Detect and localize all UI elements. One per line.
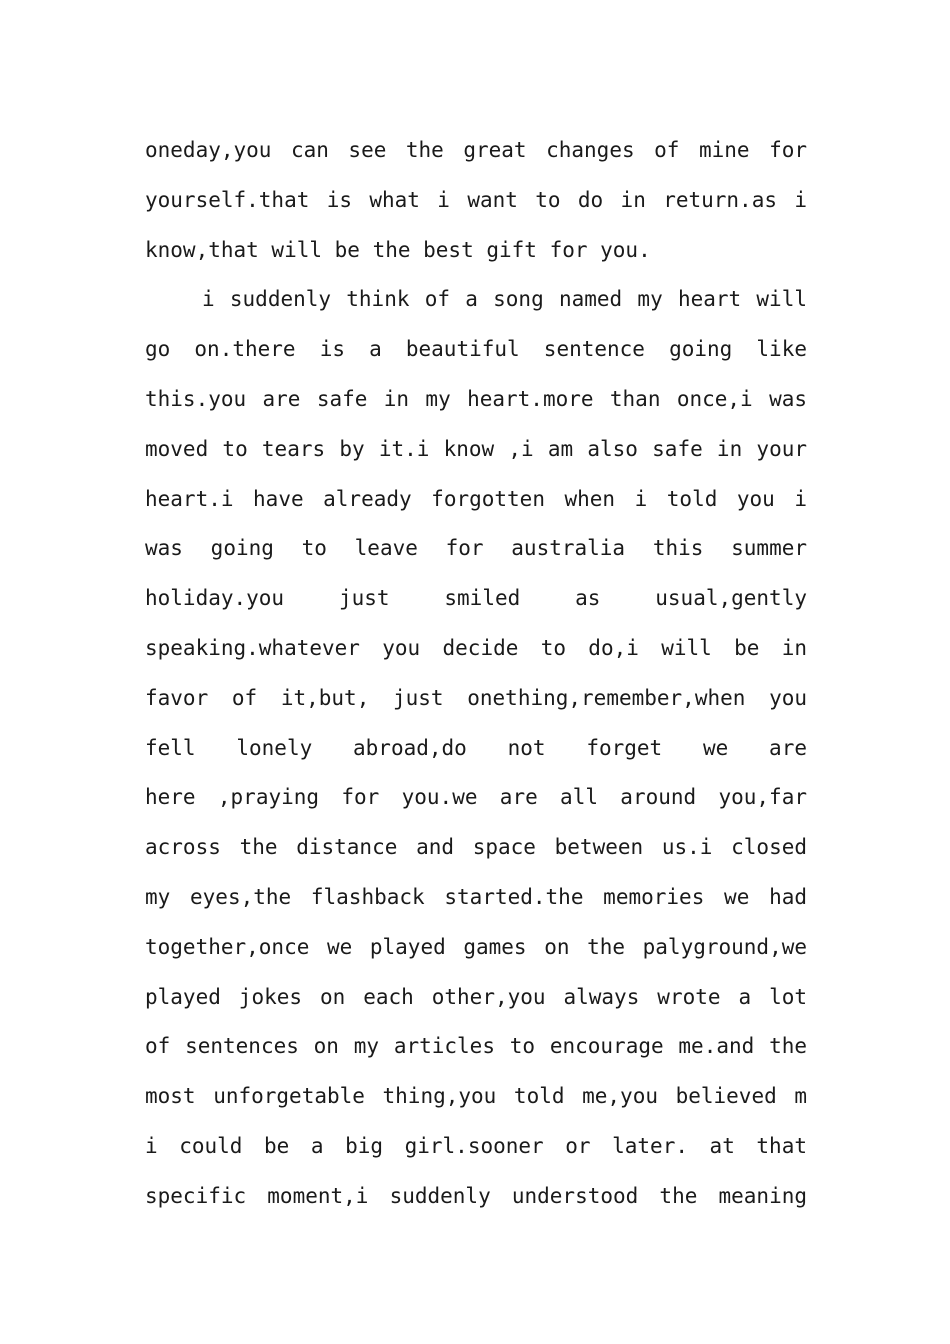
text-line: here ,praying for you.we are all around you,far <box>145 785 807 810</box>
text-line: my eyes,the flashback started.the memories we had <box>145 884 807 909</box>
text-line: oneday,you can see the great changes of mine for <box>145 138 807 162</box>
text-line: i suddenly think of a song named my heart will <box>202 287 807 312</box>
text-line: holiday.you just smiled as usual,gently <box>145 586 807 611</box>
body-text <box>145 126 807 1222</box>
text-line: i could be a big girl.sooner or later. at that <box>145 1133 807 1158</box>
text-line: of sentences on my articles to encourage me.and the <box>145 1034 807 1059</box>
text-line: most unforgetable thing,you told me,you believed m <box>145 1084 807 1109</box>
text-line: heart.i have already forgotten when i told you i <box>145 486 807 511</box>
text-line: together,once we played games on the palyground,we <box>145 934 807 959</box>
text-line: go on.there is a beautiful sentence going like <box>145 337 807 362</box>
text-line: moved to tears by it.i know ,i am also safe in your <box>145 436 807 461</box>
text-line: speaking.whatever you decide to do,i will be in <box>145 635 807 660</box>
text-line: favor of it,but, just onething,remember,when you <box>145 685 807 710</box>
text-line: specific moment,i suddenly understood the meaning <box>145 1183 807 1208</box>
text-line: across the distance and space between us.i closed <box>145 835 807 860</box>
text-line: yourself.that is what i want to do in return.as i <box>145 187 807 212</box>
text-line: played jokes on each other,you always wrote a lot <box>145 984 807 1009</box>
text-line: know,that will be the best gift for you. <box>145 237 651 262</box>
text-line: fell lonely abroad,do not forget we are <box>145 735 807 760</box>
text-line: this.you are safe in my heart.more than once,i was <box>145 386 807 411</box>
text-line: was going to leave for australia this summer <box>145 536 807 561</box>
